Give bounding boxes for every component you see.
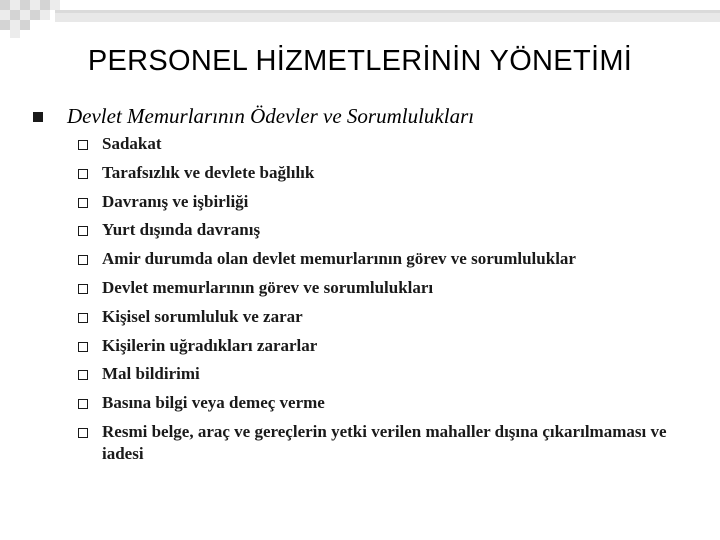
list-item bbox=[78, 277, 672, 299]
sub-bullet-list bbox=[78, 133, 672, 472]
slide-title: PERSONEL HİZMETLERİNİN YÖNETİMİ bbox=[87, 45, 633, 77]
list-item bbox=[78, 421, 672, 465]
checkbox-bullet-icon bbox=[78, 198, 88, 208]
list-item-label: Basına bilgi veya demeç verme bbox=[102, 393, 325, 413]
list-item-label: Tarafsızlık ve devlete bağlılık bbox=[102, 162, 315, 182]
list-item bbox=[78, 392, 672, 414]
list-item bbox=[78, 363, 672, 385]
list-item bbox=[78, 335, 672, 357]
checkbox-bullet-icon bbox=[78, 342, 88, 352]
checkbox-bullet-icon bbox=[78, 169, 88, 179]
checkbox-bullet-icon bbox=[78, 255, 88, 265]
list-item bbox=[78, 133, 672, 155]
list-item-label: Yurt dışında davranış bbox=[102, 220, 261, 240]
list-item-label: Davranış ve işbirliği bbox=[102, 191, 249, 211]
list-item bbox=[78, 248, 672, 270]
list-item bbox=[78, 219, 672, 241]
list-item bbox=[78, 191, 672, 213]
checkbox-bullet-icon bbox=[78, 399, 88, 409]
main-bullet-label: Devlet Memurlarının Ödevler ve Sorumlulukları bbox=[67, 104, 475, 128]
list-item-label: Amir durumda olan devlet memurlarının görev ve sorumluluklar bbox=[102, 249, 576, 269]
square-bullet-icon bbox=[33, 112, 43, 122]
list-item-label: Kişisel sorumluluk ve zarar bbox=[102, 306, 303, 326]
checkbox-bullet-icon bbox=[78, 140, 88, 150]
list-item bbox=[78, 306, 672, 328]
checkbox-bullet-icon bbox=[78, 370, 88, 380]
list-item-label: Devlet memurlarının görev ve sorumlulukları bbox=[102, 277, 434, 297]
list-item-label: Sadakat bbox=[102, 134, 162, 153]
checker-decoration bbox=[0, 0, 720, 40]
list-item-label: Kişilerin uğradıkları zararlar bbox=[102, 335, 318, 355]
main-bullet bbox=[33, 104, 474, 129]
checkbox-bullet-icon bbox=[78, 284, 88, 294]
checkbox-bullet-icon bbox=[78, 313, 88, 323]
list-item-label: Resmi belge, araç ve gereçlerin yetki verilen mahaller dışına çıkarılmaması ve iadesi bbox=[102, 421, 667, 463]
list-item-label: Mal bildirimi bbox=[102, 364, 200, 384]
list-item bbox=[78, 162, 672, 184]
checkbox-bullet-icon bbox=[78, 428, 88, 438]
checkbox-bullet-icon bbox=[78, 226, 88, 236]
